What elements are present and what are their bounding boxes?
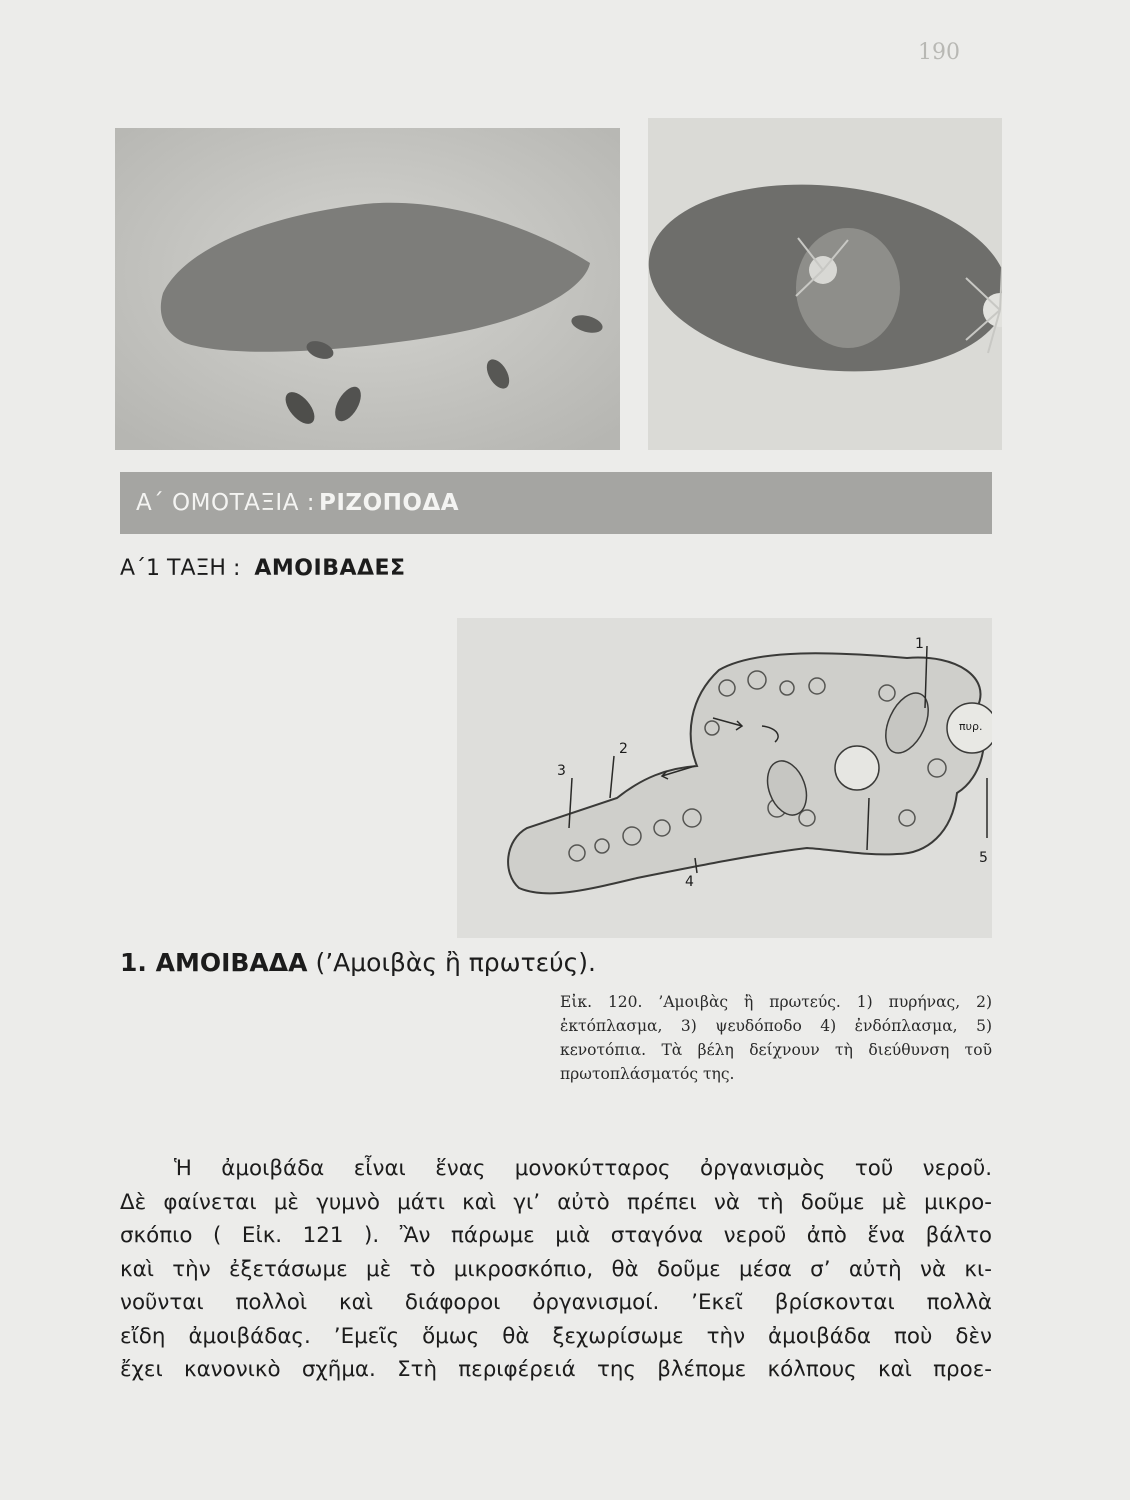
figure-caption: Εἰκ. 120. ’Αμοιβὰς ἢ πρωτεύς. 1) πυρήνας, 2) ἐκτόπλασμα, 3) ψευδόποδο 4) ἐνδόπλασμα, 5) κενοτόπια. Τὰ βέλη δείχνουν τὴ διεύθυνση τοῦ πρωτοπλάσματός της.	[560, 993, 992, 1083]
order-heading-name: ΑΜΟΙΒΑΔΕΣ	[254, 555, 406, 581]
section-title	[120, 948, 596, 977]
micrograph-right	[648, 118, 1002, 450]
body-line: ἔχει κανονικὸ σχῆμα. Στὴ περιφέρειά της βλέπομε κόλπους καὶ προε-	[120, 1357, 992, 1382]
class-heading-name: ΡΙΖΟΠΟΔΑ	[319, 490, 460, 516]
order-heading-prefix: Α΄1 ΤΑΞΗ :	[120, 555, 241, 581]
diagram-label-4: 4	[685, 874, 694, 890]
micrograph-left	[115, 128, 620, 450]
diagram-label-3: 3	[557, 763, 566, 779]
diagram-label-5: 5	[979, 850, 988, 866]
body-line: σκόπιο ( Εἰκ. 121 ). Ἂν πάρωμε μιὰ σταγόνα νεροῦ ἀπὸ ἕνα βάλτο	[120, 1223, 992, 1248]
page-number: 190	[918, 40, 960, 65]
diagram-label-2: 2	[619, 741, 628, 757]
body-line: Ἡ ἀμοιβάδα εἶναι ἕνας μονοκύτταρος ὀργανισμὸς τοῦ νεροῦ.	[174, 1156, 992, 1181]
body-paragraph	[120, 1152, 992, 1387]
diagram-nucleus-mark: πυρ.	[959, 720, 983, 733]
body-line: νοῦνται πολλοὶ καὶ διάφοροι ὀργανισμοί. ’Εκεῖ βρίσκονται πολλὰ	[120, 1290, 992, 1315]
class-heading-banner	[120, 472, 992, 534]
body-line: εἴδη ἀμοιβάδας. ’Εμεῖς ὅμως θὰ ξεχωρίσωμε τὴν ἀμοιβάδα ποὺ δὲν	[120, 1323, 992, 1349]
amoeba-diagram	[457, 618, 992, 938]
section-title-paren: (’Αμοιβὰς ἢ πρωτεύς).	[315, 948, 597, 977]
diagram-label-1: 1	[915, 636, 924, 652]
body-line: Δὲ φαίνεται μὲ γυμνὸ μάτι καὶ γι’ αὐτὸ πρέπει νὰ τὴ δοῦμε μὲ μικρο-	[120, 1189, 992, 1215]
body-line: καὶ τὴν ἐξετάσωμε μὲ τὸ μικροσκόπιο, θὰ δοῦμε μέσα σ’ αὐτὴ νὰ κι-	[120, 1256, 992, 1282]
order-heading	[120, 548, 406, 588]
section-title-main: 1. ΑΜΟΙΒΑΔΑ	[120, 948, 308, 977]
class-heading-prefix: Α΄ ΟΜΟΤΑΞΙΑ :	[136, 490, 315, 516]
